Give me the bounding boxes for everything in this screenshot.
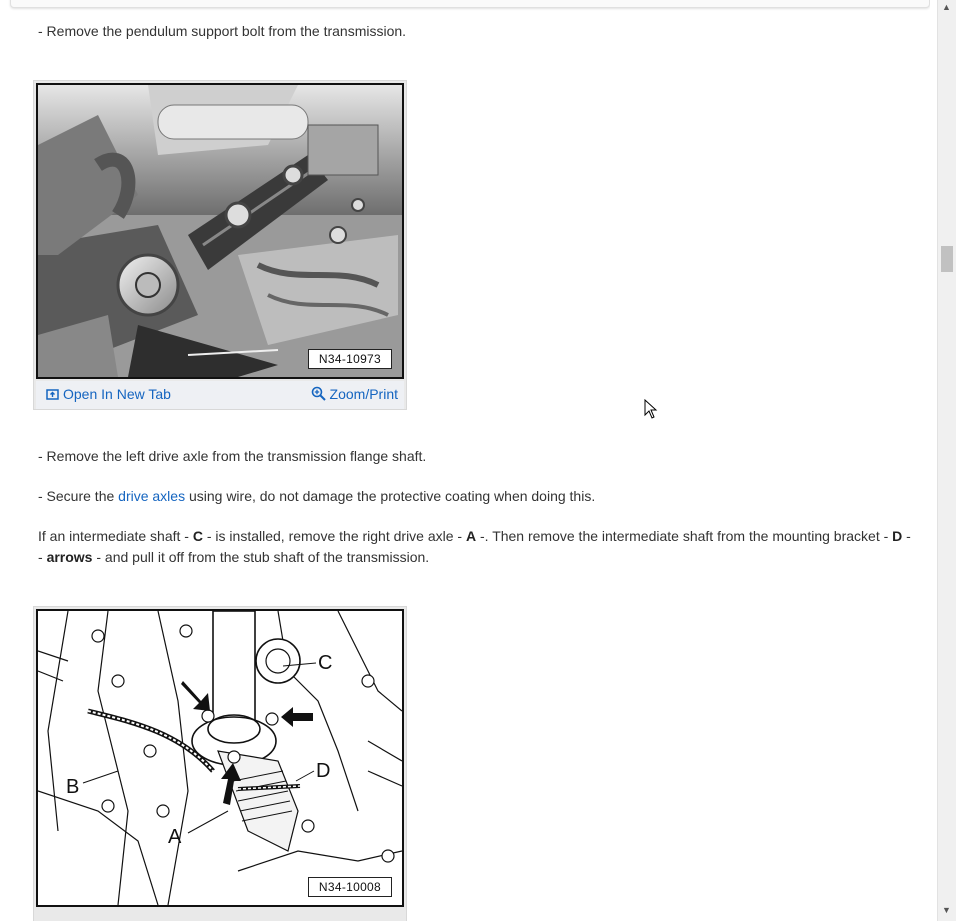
text-segment: -. Then remove the intermediate shaft from the mounting bracket - xyxy=(476,528,893,544)
figure-toolbar xyxy=(36,381,404,409)
open-in-new-tab-button[interactable] xyxy=(46,386,171,404)
figure-pendulum-support xyxy=(33,80,407,410)
secure-suffix: using wire, do not damage the protective coating when doing this. xyxy=(185,488,596,504)
engine-bay-illustration xyxy=(38,85,402,377)
step-secure-drive-axles xyxy=(38,486,595,507)
callout-d-ref: D xyxy=(892,528,903,544)
scroll-up-arrow-icon[interactable]: ▲ xyxy=(942,2,951,12)
vertical-scrollbar[interactable] xyxy=(937,0,956,921)
figure-image[interactable] xyxy=(36,609,404,907)
zoom-print-label: Zoom/Print xyxy=(329,386,398,402)
figure-intermediate-shaft xyxy=(33,606,407,921)
scroll-down-arrow-icon[interactable]: ▼ xyxy=(942,905,951,915)
text-segment: If an intermediate shaft - xyxy=(38,528,193,544)
text-segment: - - xyxy=(38,528,911,565)
intermediate-shaft-line-drawing xyxy=(38,611,402,905)
callout-a-ref: A xyxy=(465,528,477,544)
text-segment: - and pull it off from the stub shaft of the transmission. xyxy=(92,549,430,565)
drive-axles-link[interactable]: drive axles xyxy=(118,488,186,504)
step-remove-pendulum-bolt: - Remove the pendulum support bolt from the transmission. xyxy=(38,23,407,39)
text-segment: - is installed, remove the right drive axle - xyxy=(202,528,466,544)
figure-reference-label: N34-10008 xyxy=(308,877,392,897)
zoom-print-button[interactable] xyxy=(311,386,398,404)
figure-reference-label: N34-10973 xyxy=(308,349,392,369)
open-in-new-tab-label: Open In New Tab xyxy=(63,386,171,402)
open-in-new-tab-icon xyxy=(46,388,59,404)
secure-prefix: - Secure the xyxy=(38,488,119,504)
callout-label-b: B xyxy=(66,776,80,798)
figure-image[interactable] xyxy=(36,83,404,379)
callout-label-d: D xyxy=(316,760,331,782)
callout-label-a: A xyxy=(168,826,182,848)
scrollbar-thumb[interactable] xyxy=(941,246,953,272)
callout-c-ref: C xyxy=(192,528,203,544)
header-strip xyxy=(10,0,930,8)
mouse-cursor-icon xyxy=(644,399,658,424)
callout-label-c: C xyxy=(318,652,333,674)
step-remove-left-drive-axle: - Remove the left drive axle from the transmission flange shaft. xyxy=(38,448,427,464)
arrows-ref: arrows xyxy=(46,549,93,565)
magnifier-plus-icon xyxy=(311,386,326,404)
intermediate-shaft-paragraph xyxy=(38,526,918,568)
